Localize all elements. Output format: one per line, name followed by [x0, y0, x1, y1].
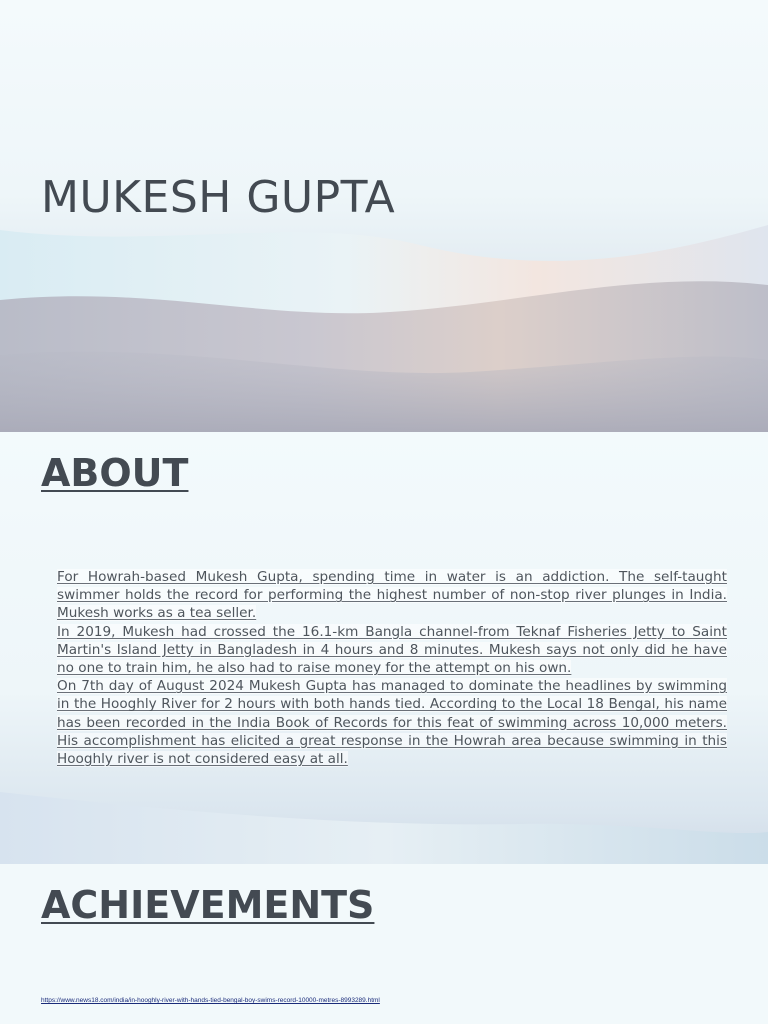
about-paragraph: In 2019, Mukesh had crossed the 16.1-km Bangla channel-from Teknaf Fisheries Jetty to Saint Martin's Island Jetty in Bangladesh in 4 hours and 8 minutes. Mukesh says not only did he have no one to train him, he also had to raise money for the attempt on his own.: [57, 623, 727, 677]
achievements-slide: [0, 864, 768, 1024]
about-paragraph: For Howrah-based Mukesh Gupta, spending time in water is an addiction. The self-taught swimmer holds the record for performing the highest number of non-stop river plunges in India. Mukesh works as a tea seller.: [57, 569, 727, 622]
achievements-heading: ACHIEVEMENTS: [41, 883, 375, 927]
page-title: MUKESH GUPTA: [41, 172, 396, 223]
about-text: [57, 568, 727, 768]
about-slide: [0, 432, 768, 864]
about-paragraph: On 7th day of August 2024 Mukesh Gupta has managed to dominate the headlines by swimming in the Hooghly River for 2 hours with both hands tied. According to the Local 18 Bengal, his name has been recorded in the India Book of Records for this feat of swimming across 10,000 meters. His accomplishment has elicited a great response in the Howrah area because swimming in this Hooghly river is not considered easy at all.: [57, 678, 727, 768]
source-link[interactable]: https://www.news18.com/india/in-hooghly-river-with-hands-tied-bengal-boy-swims-record-10000-metres-8993289.html: [41, 997, 380, 1004]
title-slide: [0, 0, 768, 432]
about-heading: ABOUT: [41, 451, 189, 495]
